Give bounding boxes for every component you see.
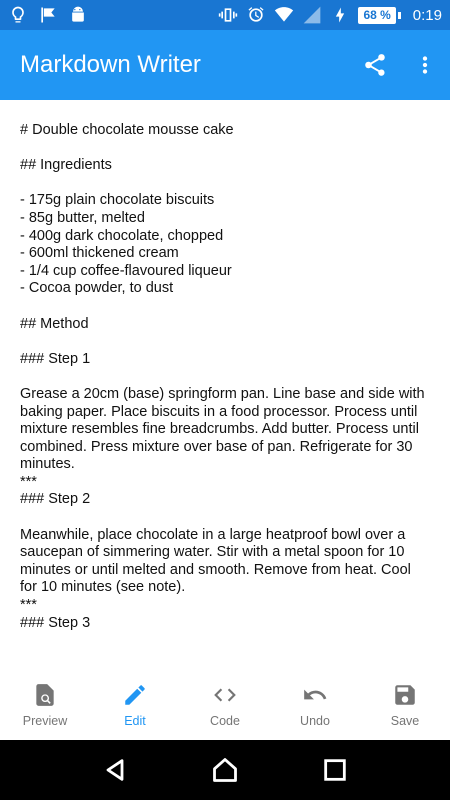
status-bar xyxy=(0,0,450,30)
check-flag-icon xyxy=(38,5,58,25)
markdown-editor[interactable] xyxy=(0,100,450,655)
save-icon xyxy=(392,682,418,708)
more-options-button[interactable] xyxy=(400,40,450,90)
nav-edit-button[interactable] xyxy=(90,670,180,740)
nav-edit-label: Edit xyxy=(124,714,146,728)
wifi-icon xyxy=(274,5,294,25)
nav-code-button[interactable] xyxy=(180,670,270,740)
android-icon xyxy=(68,5,88,25)
battery-level: 68 % xyxy=(358,7,395,24)
nav-save-button[interactable] xyxy=(360,670,450,740)
battery-indicator xyxy=(358,7,400,24)
back-icon xyxy=(101,756,129,784)
bulb-icon xyxy=(8,5,28,25)
system-recents-button[interactable] xyxy=(315,750,355,790)
nav-code-label: Code xyxy=(210,714,240,728)
alarm-icon xyxy=(246,5,266,25)
system-back-button[interactable] xyxy=(95,750,135,790)
nav-preview-label: Preview xyxy=(22,714,68,728)
undo-icon xyxy=(302,682,328,708)
share-button[interactable] xyxy=(350,40,400,90)
preview-icon xyxy=(32,682,58,708)
recents-icon xyxy=(321,756,349,784)
vibrate-icon xyxy=(218,5,238,25)
editor-content[interactable]: # Double chocolate mousse cake ## Ingredients - 175g plain chocolate biscuits - 85g butter, melted - 400g dark chocolate, chopped - 600ml thickened cream - 1/4 cup coffee-flavoured liqueur - Cocoa powder, to dust ## Method ### Step 1 Grease a 20cm (base) springform pan. Line base and side with baking paper. Place biscuits in a food processor. Process until mixture resembles fine breadcrumbs. Add butter. Process until combined. Press mixture over base of pan. Refrigerate for 30 minutes. *** ### Step 2 Meanwhile, place chocolate in a large heatproof bowl over a saucepan of simmering water. Stir with a metal spoon for 10 minutes or until melted and smooth. Remove from heat. Cool for 10 minutes (see note). *** ### Step 3 xyxy=(20,122,425,631)
nav-undo-label: Undo xyxy=(300,714,330,728)
more-vert-icon xyxy=(412,52,438,78)
signal-icon xyxy=(302,5,322,25)
pencil-icon xyxy=(122,682,148,708)
code-icon xyxy=(212,682,238,708)
system-home-button[interactable] xyxy=(205,750,245,790)
system-nav-bar xyxy=(0,740,450,800)
nav-undo-button[interactable] xyxy=(270,670,360,740)
status-time: 0:19 xyxy=(412,6,442,24)
app-bar xyxy=(0,30,450,100)
charging-icon xyxy=(330,5,350,25)
home-icon xyxy=(211,756,239,784)
bottom-nav xyxy=(0,670,450,740)
nav-preview-button[interactable] xyxy=(0,670,90,740)
app-title: Markdown Writer xyxy=(20,51,201,78)
nav-save-label: Save xyxy=(390,714,420,728)
share-icon xyxy=(362,52,388,78)
